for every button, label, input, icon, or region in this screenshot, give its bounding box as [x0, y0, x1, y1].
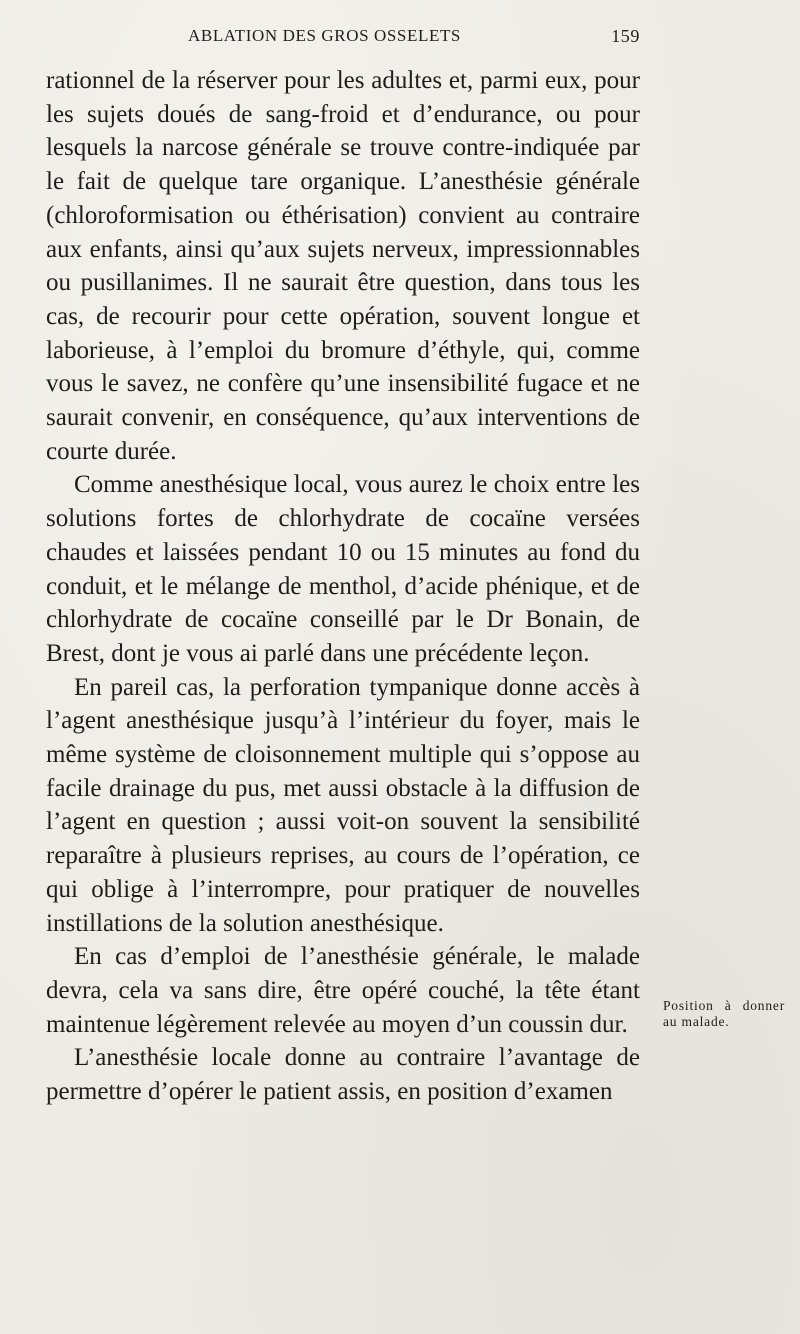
paragraph-local-anesthetic: Comme anesthésique local, vous aurez le choix entre les solutions fortes de chlorhydrate de cocaïne versées chaudes et laissées pendant 10 ou 15 minutes au fond du conduit, et le mélange de menthol, d’acide phénique, et de chlorhydrate de cocaïne conseillé par le Dr Bonain, de Brest, dont je vous ai parlé dans une précédente leçon.: [46, 471, 640, 667]
margin-note: Position à donner au malade.: [663, 998, 785, 1029]
body-text: [46, 64, 640, 1109]
running-title: ABLATION DES GROS OSSELETS: [188, 26, 461, 45]
paragraph-general-anesthesia-position: En cas d’emploi de l’anesthésie générale, le malade devra, cela va sans dire, être opéré couché, la tête étant maintenue légèrement relevée au moyen d’un coussin dur.: [46, 943, 640, 1038]
running-head: [188, 26, 640, 56]
page-number: 159: [611, 26, 640, 46]
paragraph-perforation: En pareil cas, la perforation tympanique donne accès à l’agent anesthésique jusqu’à l’intérieur du foyer, mais le même système de cloisonnement multiple qui s’oppose au facile drainage du pus, met aussi obstacle à la diffusion de l’agent en question ; aussi voit-on souvent la sensibilité reparaître à plusieurs reprises, au cours de l’opération, ce qui oblige à l’interrompre, pour pratiquer de nouvelles instillations de la solution anesthésique.: [46, 673, 640, 937]
paragraph-continued: rationnel de la réserver pour les adultes et, parmi eux, pour les sujets doués de sang-froid et d’endurance, ou pour lesquels la narcose générale se trouve contre-indiquée par le fait de quelque tare organique. L’anesthésie générale (chloroformisation ou éthérisation) convient au contraire aux enfants, ainsi qu’aux sujets nerveux, impressionnables ou pusillanimes. Il ne saurait être question, dans tous les cas, de recourir pour cette opération, souvent longue et laborieuse, à l’emploi du bromure d’éthyle, qui, comme vous le savez, ne confère qu’une insensibilité fugace et ne saurait convenir, en conséquence, qu’aux interventions de courte durée.: [46, 67, 640, 465]
paragraph-local-anesthesia-advantage: L’anesthésie locale donne au contraire l’avantage de permettre d’opérer le patient assis, en position d’examen: [46, 1044, 640, 1106]
